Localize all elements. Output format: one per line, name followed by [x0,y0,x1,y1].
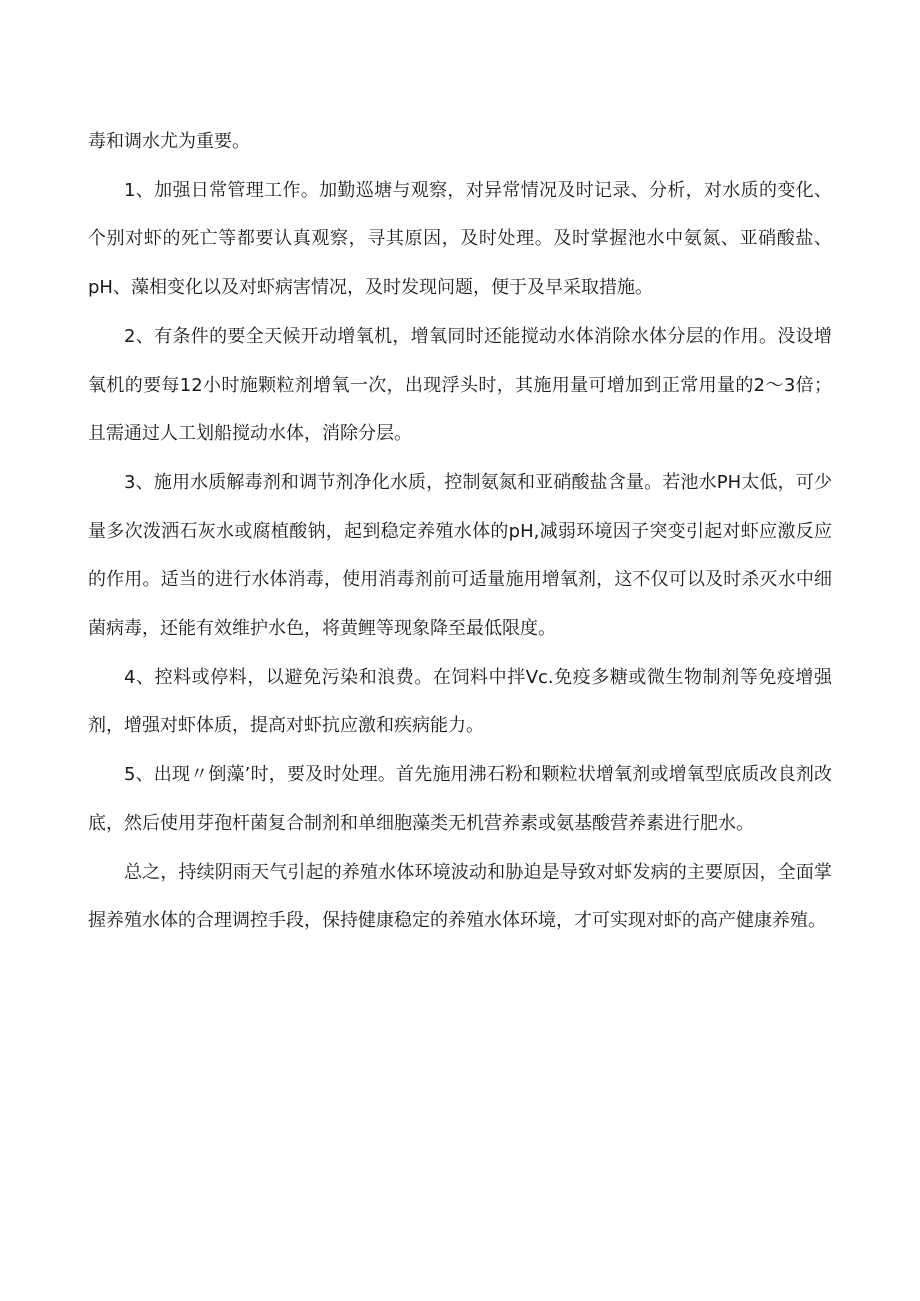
paragraph-item-3-water-purification: 3、施用水质解毒剂和调节剂净化水质，控制氨氮和亚硝酸盐含量。若池水PH太低，可少量多次泼洒石灰水或腐植酸钠，起到稳定养殖水体的pH,减弱环境因子突变引起对虾应激反应的作用。适当的进行水体消毒，使用消毒剂前可适量施用增氧剂，这不仅可以及时杀灭水中细菌病毒，还能有效维护水色，将黄鲤等现象降至最低限度。 [88,471,832,640]
paragraph-continuation: 毒和调水尤为重要。 [88,131,250,152]
document-body [88,118,832,946]
paragraph-item-2-aeration: 2、有条件的要全天候开动增氧机，增氧同时还能搅动水体消除水体分层的作用。没设增氧机的要每12小时施颗粒剂增氧一次，出现浮头时，其施用量可增加到正常用量的2～3倍；且需通过人工划船搅动水体，消除分层。 [88,325,832,445]
paragraph-conclusion: 总之，持续阴雨天气引起的养殖水体环境波动和胁迫是导致对虾发病的主要原因，全面掌握养殖水体的合理调控手段，保持健康稳定的养殖水体环境，才可实现对虾的高产健康养殖。 [88,861,832,932]
paragraph-item-4-feed-control: 4、控料或停料，以避免污染和浪费。在饲料中拌Vc.免疫多糖或微生物制剂等免疫增强剂，增强对虾体质，提高对虾抗应激和疾病能力。 [88,666,832,737]
paragraph-item-5-algae-collapse: 5、出现〃倒藻’时，要及时处理。首先施用沸石粉和颗粒状增氧剂或增氧型底质改良剂改底，然后使用芽孢杆菌复合制剂和单细胞藻类无机营养素或氨基酸营养素进行肥水。 [88,764,832,834]
paragraph-item-1-daily-management: 1、加强日常管理工作。加勤巡塘与观察，对异常情况及时记录、分析，对水质的变化、个别对虾的死亡等都要认真观察，寻其原因，及时处理。及时掌握池水中氨氮、亚硝酸盐、pH、藻相变化以及对虾病害情况，及时发现问题，便于及早采取措施。 [88,179,832,299]
